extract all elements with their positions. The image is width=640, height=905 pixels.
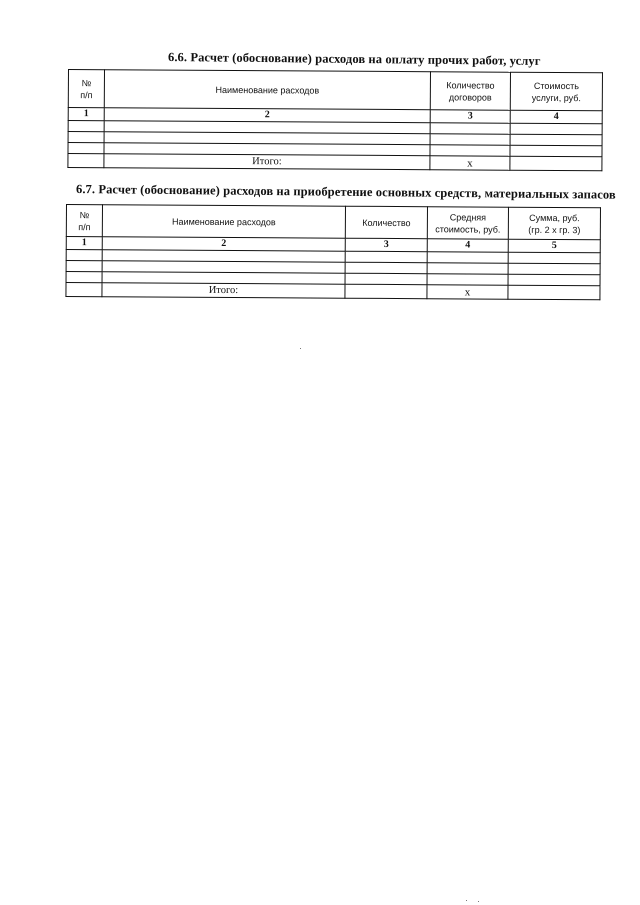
column-number: 4 [427, 239, 508, 252]
column-number: 5 [508, 239, 600, 253]
header-cell-quantity: Количество [345, 206, 427, 239]
total-label: Итого: [102, 283, 345, 298]
table-cell [430, 145, 510, 156]
table-cell [345, 262, 427, 274]
table-cell [508, 263, 600, 275]
table-cell [68, 121, 104, 132]
total-mark: x [430, 156, 510, 170]
scan-speck [300, 348, 301, 349]
header-cell-average-cost: Средняя стоимость, руб. [427, 207, 508, 239]
table-cell [508, 285, 600, 300]
table-cell [66, 283, 102, 297]
header-cell-name: Наименование расходов [104, 70, 430, 110]
column-number: 3 [345, 238, 427, 252]
table-cell [66, 272, 102, 283]
table-cell [430, 134, 510, 145]
header-cell-service-cost: Стоимость услуги, руб. [510, 72, 602, 111]
total-row [66, 283, 600, 300]
table-cell [66, 261, 102, 272]
table-cell [66, 250, 102, 261]
total-label: Итого: [104, 154, 430, 170]
table-cell [510, 134, 602, 146]
table-cell [427, 274, 508, 285]
other-services-table [67, 69, 603, 171]
column-number: 4 [510, 110, 602, 124]
scan-speck [466, 900, 467, 901]
column-number: 2 [102, 237, 345, 251]
header-cell-name: Наименование расходов [102, 205, 345, 238]
table-cell [427, 252, 508, 263]
table-cell [427, 263, 508, 274]
table-cell [510, 156, 602, 171]
total-mark: x [427, 285, 508, 299]
column-number: 2 [104, 108, 430, 123]
total-row [68, 154, 602, 171]
header-row [68, 70, 602, 111]
section-6-6-title: 6.6. Расчет (обоснование) расходов на оплату прочих работ, услуг [167, 50, 541, 68]
header-row [66, 205, 600, 240]
header-cell-sum: Сумма, руб. (гр. 2 х гр. 3) [508, 207, 600, 240]
header-cell-contracts-count: Количество договоров [430, 72, 510, 110]
table-cell [510, 145, 602, 157]
section-6-7-title: 6.7. Расчет (обоснование) расходов на приобретение основных средств, материальных запасов [75, 182, 616, 202]
table-cell [510, 123, 602, 135]
column-number: 1 [66, 237, 102, 250]
table-cell [508, 252, 600, 264]
table-cell [345, 273, 427, 285]
table-cell [345, 284, 427, 299]
fixed-assets-table [65, 204, 601, 300]
header-cell-number: № п/п [66, 205, 102, 237]
table-cell [430, 123, 510, 134]
column-number: 1 [68, 108, 104, 121]
table-cell [345, 251, 427, 263]
table-cell [68, 132, 104, 143]
column-number: 3 [430, 110, 510, 123]
scan-speck [478, 901, 479, 902]
header-cell-number: № п/п [68, 70, 104, 108]
table-cell [68, 154, 104, 168]
table-cell [508, 274, 600, 286]
table-cell [68, 143, 104, 154]
